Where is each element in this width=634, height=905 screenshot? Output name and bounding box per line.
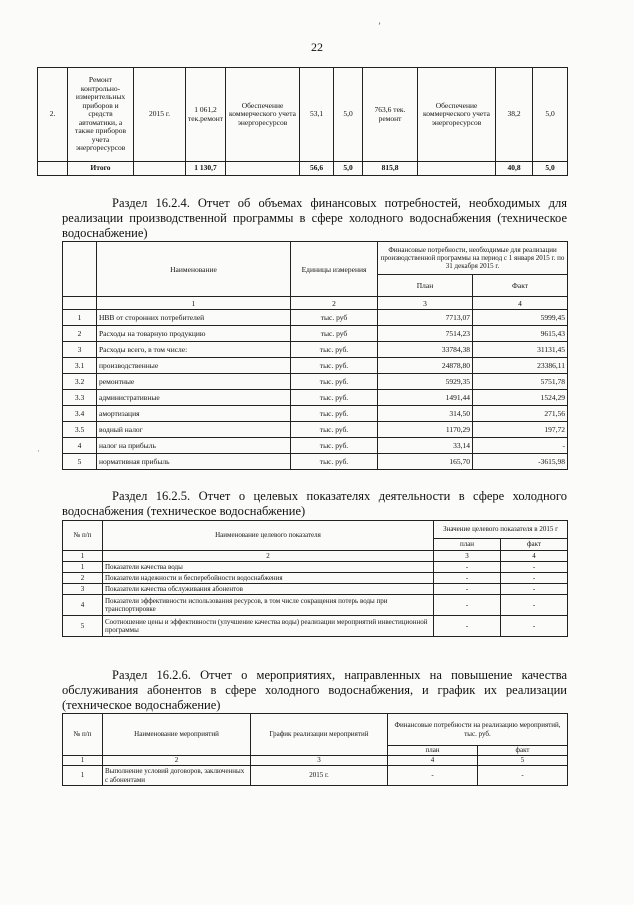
row-name: амортизация [97, 406, 291, 422]
col-number: 2 [103, 756, 251, 766]
row-name: Показатели качества воды [103, 562, 434, 573]
row-plan: 1491,44 [378, 390, 473, 406]
table-row [63, 454, 568, 470]
header-plan: план [388, 746, 478, 756]
header-financial: Финансовые потребности на реализацию мероприятий, тыс. руб. [388, 714, 568, 746]
side-mark: · [37, 446, 40, 456]
table-row [63, 374, 568, 390]
row-fact: 31131,45 [473, 342, 568, 358]
row-name: Ремонт контрольно-измерительных приборов и средств автоматики, а также приборов учета энергоресурсов [68, 68, 134, 162]
table-row [63, 422, 568, 438]
header-value: Значение целевого показателя в 2015 г [434, 521, 568, 539]
total-amount-fact: 815,8 [363, 162, 418, 176]
table-row [63, 595, 568, 616]
section-1624-title: Раздел 16.2.4. Отчет об объемах финансовых потребностей, необходимых для реализации производственной программы в сфере холодного водоснабжения (техническое водоснабжение) [62, 196, 567, 240]
table-row [63, 342, 568, 358]
row-unit: тыс. руб. [291, 358, 378, 374]
row-unit: тыс. руб. [291, 342, 378, 358]
row-name: административные [97, 390, 291, 406]
row-fact: 5999,45 [473, 310, 568, 326]
header-schedule: График реализации мероприятий [251, 714, 388, 756]
row-plan: - [434, 595, 501, 616]
row-unit: тыс. руб. [291, 438, 378, 454]
row-unit: тыс. руб. [291, 406, 378, 422]
row-name: налог на прибыль [97, 438, 291, 454]
page-number: 22 [311, 40, 323, 54]
col-number: 2 [291, 297, 378, 310]
row-fact: 197,72 [473, 422, 568, 438]
col-number: 1 [97, 297, 291, 310]
total-value: 5,0 [533, 162, 568, 176]
row-plan: - [434, 584, 501, 595]
total-value: 56,6 [300, 162, 334, 176]
row-number: 5 [63, 454, 97, 470]
header-unit: Единицы измерения [291, 242, 378, 297]
table-row [63, 562, 568, 573]
row-plan: 7514,23 [378, 326, 473, 342]
row-value: 53,1 [300, 68, 334, 162]
row-number: 3.3 [63, 390, 97, 406]
row-name: Расходы на товарную продукцию [97, 326, 291, 342]
row-name: Показатели надежности и бесперебойности водоснабжения [103, 573, 434, 584]
row-number: 3 [63, 342, 97, 358]
row-value: 38,2 [496, 68, 533, 162]
header-plan: план [434, 539, 501, 551]
col-number: 1 [63, 551, 103, 562]
row-value: 5,0 [334, 68, 363, 162]
row-fact: - [501, 595, 568, 616]
row-fact: 9615,43 [473, 326, 568, 342]
row-fact: - [501, 562, 568, 573]
table-row [63, 326, 568, 342]
row-unit: тыс. руб [291, 310, 378, 326]
row-name: Выполнение условий договоров, заключенных с абонентами [103, 766, 251, 786]
header-fact: Факт [473, 275, 568, 297]
table-financial-needs [62, 241, 568, 470]
row-amount-plan: 1 061,2 тек.ремонт [186, 68, 226, 162]
row-plan: 1170,29 [378, 422, 473, 438]
col-number: 4 [501, 551, 568, 562]
row-fact: - [478, 766, 568, 786]
table-row [63, 766, 568, 786]
row-number: 1 [63, 562, 103, 573]
row-number: 3.1 [63, 358, 97, 374]
row-plan: - [434, 562, 501, 573]
row-name: ремонтные [97, 374, 291, 390]
total-value: 5,0 [334, 162, 363, 176]
row-plan: 314,50 [378, 406, 473, 422]
row-fact: 1524,29 [473, 390, 568, 406]
header-num: № п/п [63, 714, 103, 756]
section-1626-title: Раздел 16.2.6. Отчет о мероприятиях, направленных на повышение качества обслуживания абонентов в сфере холодного водоснабжения, и график их реализации (техническое водоснабжение) [62, 668, 567, 712]
table-row [38, 68, 568, 162]
row-number: 4 [63, 438, 97, 454]
row-unit: тыс. руб. [291, 454, 378, 470]
row-number: 2 [63, 573, 103, 584]
table-row [63, 310, 568, 326]
col-number: 3 [434, 551, 501, 562]
row-schedule: 2015 г. [251, 766, 388, 786]
row-plan: 7713,07 [378, 310, 473, 326]
row-unit: тыс. руб. [291, 374, 378, 390]
table-row [63, 438, 568, 454]
row-name: производственные [97, 358, 291, 374]
row-plan: 33784,38 [378, 342, 473, 358]
row-purpose-plan: Обеспечение коммерческого учета энергоресурсов [226, 68, 300, 162]
row-plan: 165,70 [378, 454, 473, 470]
row-name: нормативная прибыль [97, 454, 291, 470]
row-unit: тыс. руб [291, 326, 378, 342]
table-row [63, 406, 568, 422]
row-name: Расходы всего, в том числе: [97, 342, 291, 358]
col-number: 4 [388, 756, 478, 766]
header-fact: факт [478, 746, 568, 756]
row-number: 3.2 [63, 374, 97, 390]
row-value: 5,0 [533, 68, 568, 162]
row-fact: 271,56 [473, 406, 568, 422]
row-fact: 5751,78 [473, 374, 568, 390]
row-year: 2015 г. [134, 68, 186, 162]
row-number: 2. [38, 68, 68, 162]
row-name: Показатели эффективности использования ресурсов, в том числе сокращения потерь воды при транспортировке [103, 595, 434, 616]
row-number: 3.4 [63, 406, 97, 422]
col-number: 3 [378, 297, 473, 310]
table-row [63, 584, 568, 595]
row-unit: тыс. руб. [291, 390, 378, 406]
row-plan: 5929,35 [378, 374, 473, 390]
header-name: Наименование [97, 242, 291, 297]
header-num: № п/п [63, 521, 103, 551]
row-fact: - [501, 573, 568, 584]
row-fact: - [501, 584, 568, 595]
col-number: 3 [251, 756, 388, 766]
total-value: 40,8 [496, 162, 533, 176]
row-amount-fact: 763,6 тек. ремонт [363, 68, 418, 162]
row-number: 5 [63, 616, 103, 637]
row-name: водный налог [97, 422, 291, 438]
row-purpose-fact: Обеспечение коммерческого учета энергоресурсов [418, 68, 496, 162]
row-plan: - [388, 766, 478, 786]
col-number: 1 [63, 756, 103, 766]
row-number: 1 [63, 766, 103, 786]
total-row [38, 162, 568, 176]
row-number: 3 [63, 584, 103, 595]
row-number: 3.5 [63, 422, 97, 438]
row-fact: -3615,98 [473, 454, 568, 470]
row-plan: - [434, 616, 501, 637]
table-row [63, 390, 568, 406]
table-row [63, 358, 568, 374]
row-fact: - [473, 438, 568, 454]
total-amount-plan: 1 130,7 [186, 162, 226, 176]
section-1625-title: Раздел 16.2.5. Отчет о целевых показателях деятельности в сфере холодного водоснабжения (техническое водоснабжение) [62, 489, 567, 518]
header-plan: План [378, 275, 473, 297]
row-fact: - [501, 616, 568, 637]
row-name: НВВ от сторонних потребителей [97, 310, 291, 326]
table-target-indicators [62, 520, 568, 637]
header-name: Наименование мероприятий [103, 714, 251, 756]
header-financial: Финансовые потребности, необходимые для реализации производственной программы на период с 1 января 2015 г. по 31 декабря 2015 г. [378, 242, 568, 275]
row-plan: - [434, 573, 501, 584]
table-repairs [37, 67, 568, 176]
total-label: Итого [68, 162, 134, 176]
row-plan: 24878,80 [378, 358, 473, 374]
row-name: Показатели качества обслуживания абонентов [103, 584, 434, 595]
col-number: 5 [478, 756, 568, 766]
row-number: 1 [63, 310, 97, 326]
row-name: Соотношение цены и эффективности (улучшение качества воды) реализации мероприятий инвестиционной программы [103, 616, 434, 637]
header-name: Наименование целевого показателя [103, 521, 434, 551]
row-fact: 23386,11 [473, 358, 568, 374]
table-row [63, 573, 568, 584]
col-number: 2 [103, 551, 434, 562]
table-service-measures [62, 713, 568, 786]
row-unit: тыс. руб. [291, 422, 378, 438]
corner-mark: ʼ [378, 21, 381, 31]
row-number: 2 [63, 326, 97, 342]
row-plan: 33,14 [378, 438, 473, 454]
header-fact: факт [501, 539, 568, 551]
row-number: 4 [63, 595, 103, 616]
col-number: 4 [473, 297, 568, 310]
table-row [63, 616, 568, 637]
